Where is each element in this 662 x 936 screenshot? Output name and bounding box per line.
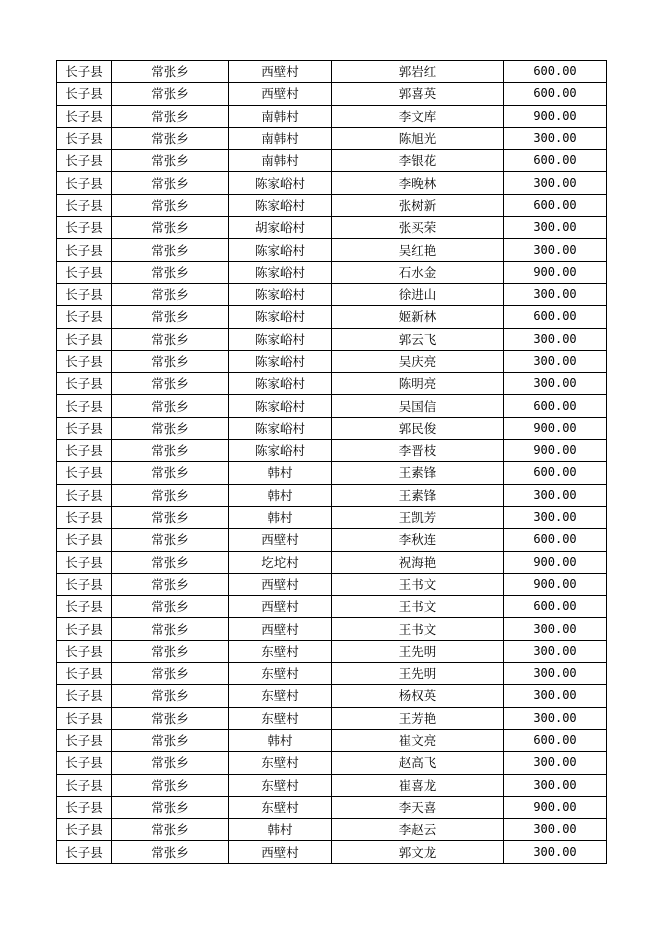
name-cell: 吴庆亮	[332, 350, 504, 372]
subsidy-table	[56, 60, 607, 864]
township-cell: 常张乡	[112, 105, 229, 127]
amount-cell: 300.00	[504, 217, 607, 239]
township-cell: 常张乡	[112, 774, 229, 796]
village-cell: 陈家峪村	[229, 239, 332, 261]
name-cell: 张买荣	[332, 217, 504, 239]
amount-cell: 300.00	[504, 328, 607, 350]
township-cell: 常张乡	[112, 283, 229, 305]
table-row	[57, 640, 607, 662]
township-cell: 常张乡	[112, 261, 229, 283]
village-cell: 陈家峪村	[229, 172, 332, 194]
name-cell: 陈明亮	[332, 373, 504, 395]
table-row	[57, 127, 607, 149]
county-cell: 长子县	[57, 707, 112, 729]
village-cell: 韩村	[229, 506, 332, 528]
village-cell: 东壁村	[229, 663, 332, 685]
table-row	[57, 395, 607, 417]
amount-cell: 600.00	[504, 462, 607, 484]
amount-cell: 300.00	[504, 373, 607, 395]
amount-cell: 300.00	[504, 685, 607, 707]
village-cell: 陈家峪村	[229, 306, 332, 328]
village-cell: 韩村	[229, 484, 332, 506]
name-cell: 徐进山	[332, 283, 504, 305]
county-cell: 长子县	[57, 61, 112, 83]
village-cell: 东壁村	[229, 752, 332, 774]
table-row	[57, 529, 607, 551]
amount-cell: 900.00	[504, 105, 607, 127]
table-row	[57, 796, 607, 818]
table-row	[57, 150, 607, 172]
county-cell: 长子县	[57, 194, 112, 216]
village-cell: 陈家峪村	[229, 283, 332, 305]
amount-cell: 300.00	[504, 819, 607, 841]
township-cell: 常张乡	[112, 663, 229, 685]
amount-cell: 300.00	[504, 774, 607, 796]
name-cell: 祝海艳	[332, 551, 504, 573]
township-cell: 常张乡	[112, 150, 229, 172]
name-cell: 李晋枝	[332, 440, 504, 462]
table-row	[57, 350, 607, 372]
amount-cell: 600.00	[504, 194, 607, 216]
county-cell: 长子县	[57, 774, 112, 796]
township-cell: 常张乡	[112, 61, 229, 83]
name-cell: 吴国信	[332, 395, 504, 417]
township-cell: 常张乡	[112, 573, 229, 595]
name-cell: 王凯芳	[332, 506, 504, 528]
county-cell: 长子县	[57, 239, 112, 261]
village-cell: 陈家峪村	[229, 373, 332, 395]
township-cell: 常张乡	[112, 462, 229, 484]
name-cell: 王先明	[332, 663, 504, 685]
table-row	[57, 841, 607, 863]
amount-cell: 300.00	[504, 618, 607, 640]
county-cell: 长子县	[57, 373, 112, 395]
table-row	[57, 172, 607, 194]
village-cell: 陈家峪村	[229, 328, 332, 350]
township-cell: 常张乡	[112, 596, 229, 618]
county-cell: 长子县	[57, 663, 112, 685]
township-cell: 常张乡	[112, 83, 229, 105]
name-cell: 吴红艳	[332, 239, 504, 261]
table-row	[57, 596, 607, 618]
amount-cell: 300.00	[504, 239, 607, 261]
county-cell: 长子县	[57, 306, 112, 328]
township-cell: 常张乡	[112, 417, 229, 439]
township-cell: 常张乡	[112, 752, 229, 774]
name-cell: 李文库	[332, 105, 504, 127]
township-cell: 常张乡	[112, 373, 229, 395]
amount-cell: 300.00	[504, 841, 607, 863]
village-cell: 陈家峪村	[229, 417, 332, 439]
county-cell: 长子县	[57, 417, 112, 439]
table-row	[57, 83, 607, 105]
name-cell: 郭民俊	[332, 417, 504, 439]
amount-cell: 900.00	[504, 573, 607, 595]
county-cell: 长子县	[57, 529, 112, 551]
name-cell: 王书文	[332, 596, 504, 618]
township-cell: 常张乡	[112, 217, 229, 239]
table-row	[57, 306, 607, 328]
amount-cell: 300.00	[504, 752, 607, 774]
township-cell: 常张乡	[112, 239, 229, 261]
amount-cell: 600.00	[504, 395, 607, 417]
name-cell: 李赵云	[332, 819, 504, 841]
county-cell: 长子县	[57, 440, 112, 462]
name-cell: 王素锋	[332, 484, 504, 506]
name-cell: 王素锋	[332, 462, 504, 484]
village-cell: 东壁村	[229, 640, 332, 662]
village-cell: 西壁村	[229, 841, 332, 863]
amount-cell: 600.00	[504, 150, 607, 172]
name-cell: 王书文	[332, 573, 504, 595]
village-cell: 西壁村	[229, 573, 332, 595]
table-row	[57, 217, 607, 239]
name-cell: 赵高飞	[332, 752, 504, 774]
table-row	[57, 663, 607, 685]
village-cell: 南韩村	[229, 127, 332, 149]
county-cell: 长子县	[57, 484, 112, 506]
table-row	[57, 283, 607, 305]
village-cell: 韩村	[229, 729, 332, 751]
village-cell: 韩村	[229, 462, 332, 484]
county-cell: 长子县	[57, 596, 112, 618]
village-cell: 韩村	[229, 819, 332, 841]
table-row	[57, 417, 607, 439]
name-cell: 王书文	[332, 618, 504, 640]
township-cell: 常张乡	[112, 172, 229, 194]
village-cell: 西壁村	[229, 596, 332, 618]
county-cell: 长子县	[57, 328, 112, 350]
township-cell: 常张乡	[112, 194, 229, 216]
township-cell: 常张乡	[112, 440, 229, 462]
village-cell: 西壁村	[229, 83, 332, 105]
township-cell: 常张乡	[112, 819, 229, 841]
amount-cell: 900.00	[504, 261, 607, 283]
amount-cell: 600.00	[504, 529, 607, 551]
name-cell: 崔文亮	[332, 729, 504, 751]
amount-cell: 900.00	[504, 440, 607, 462]
county-cell: 长子县	[57, 796, 112, 818]
township-cell: 常张乡	[112, 306, 229, 328]
county-cell: 长子县	[57, 819, 112, 841]
table-row	[57, 774, 607, 796]
county-cell: 长子县	[57, 462, 112, 484]
township-cell: 常张乡	[112, 506, 229, 528]
table-body	[57, 61, 607, 864]
name-cell: 陈旭光	[332, 127, 504, 149]
county-cell: 长子县	[57, 618, 112, 640]
county-cell: 长子县	[57, 127, 112, 149]
amount-cell: 900.00	[504, 551, 607, 573]
village-cell: 陈家峪村	[229, 350, 332, 372]
county-cell: 长子县	[57, 752, 112, 774]
county-cell: 长子县	[57, 172, 112, 194]
amount-cell: 300.00	[504, 127, 607, 149]
county-cell: 长子县	[57, 283, 112, 305]
table-row	[57, 105, 607, 127]
township-cell: 常张乡	[112, 529, 229, 551]
table-row	[57, 239, 607, 261]
amount-cell: 600.00	[504, 83, 607, 105]
table-row	[57, 194, 607, 216]
table-row	[57, 618, 607, 640]
name-cell: 李秋连	[332, 529, 504, 551]
county-cell: 长子县	[57, 640, 112, 662]
township-cell: 常张乡	[112, 640, 229, 662]
county-cell: 长子县	[57, 841, 112, 863]
village-cell: 圪坨村	[229, 551, 332, 573]
amount-cell: 300.00	[504, 663, 607, 685]
township-cell: 常张乡	[112, 328, 229, 350]
village-cell: 西壁村	[229, 618, 332, 640]
amount-cell: 300.00	[504, 707, 607, 729]
village-cell: 东壁村	[229, 796, 332, 818]
amount-cell: 300.00	[504, 350, 607, 372]
name-cell: 郭文龙	[332, 841, 504, 863]
name-cell: 郭岩红	[332, 61, 504, 83]
table-row	[57, 573, 607, 595]
village-cell: 胡家峪村	[229, 217, 332, 239]
county-cell: 长子县	[57, 261, 112, 283]
table-row	[57, 819, 607, 841]
township-cell: 常张乡	[112, 551, 229, 573]
name-cell: 崔喜龙	[332, 774, 504, 796]
county-cell: 长子县	[57, 551, 112, 573]
village-cell: 陈家峪村	[229, 261, 332, 283]
amount-cell: 900.00	[504, 796, 607, 818]
table-row	[57, 373, 607, 395]
table-row	[57, 462, 607, 484]
county-cell: 长子县	[57, 105, 112, 127]
village-cell: 南韩村	[229, 105, 332, 127]
county-cell: 长子县	[57, 685, 112, 707]
county-cell: 长子县	[57, 573, 112, 595]
amount-cell: 300.00	[504, 172, 607, 194]
name-cell: 杨权英	[332, 685, 504, 707]
village-cell: 西壁村	[229, 61, 332, 83]
village-cell: 东壁村	[229, 707, 332, 729]
township-cell: 常张乡	[112, 350, 229, 372]
township-cell: 常张乡	[112, 841, 229, 863]
amount-cell: 300.00	[504, 640, 607, 662]
table-row	[57, 752, 607, 774]
table-row	[57, 685, 607, 707]
name-cell: 王芳艳	[332, 707, 504, 729]
county-cell: 长子县	[57, 729, 112, 751]
name-cell: 石水金	[332, 261, 504, 283]
amount-cell: 600.00	[504, 61, 607, 83]
table-row	[57, 729, 607, 751]
township-cell: 常张乡	[112, 685, 229, 707]
name-cell: 郭云飞	[332, 328, 504, 350]
village-cell: 陈家峪村	[229, 440, 332, 462]
table-row	[57, 707, 607, 729]
village-cell: 南韩村	[229, 150, 332, 172]
township-cell: 常张乡	[112, 395, 229, 417]
table-row	[57, 261, 607, 283]
name-cell: 李晚林	[332, 172, 504, 194]
county-cell: 长子县	[57, 217, 112, 239]
village-cell: 西壁村	[229, 529, 332, 551]
township-cell: 常张乡	[112, 618, 229, 640]
name-cell: 李银花	[332, 150, 504, 172]
table-row	[57, 551, 607, 573]
county-cell: 长子县	[57, 506, 112, 528]
county-cell: 长子县	[57, 150, 112, 172]
name-cell: 李天喜	[332, 796, 504, 818]
township-cell: 常张乡	[112, 707, 229, 729]
village-cell: 东壁村	[229, 685, 332, 707]
amount-cell: 300.00	[504, 484, 607, 506]
township-cell: 常张乡	[112, 127, 229, 149]
county-cell: 长子县	[57, 83, 112, 105]
village-cell: 陈家峪村	[229, 395, 332, 417]
amount-cell: 600.00	[504, 729, 607, 751]
table-row	[57, 328, 607, 350]
table-row	[57, 61, 607, 83]
amount-cell: 600.00	[504, 306, 607, 328]
township-cell: 常张乡	[112, 484, 229, 506]
table-row	[57, 506, 607, 528]
name-cell: 张树新	[332, 194, 504, 216]
village-cell: 陈家峪村	[229, 194, 332, 216]
county-cell: 长子县	[57, 395, 112, 417]
amount-cell: 900.00	[504, 417, 607, 439]
amount-cell: 300.00	[504, 506, 607, 528]
name-cell: 郭喜英	[332, 83, 504, 105]
township-cell: 常张乡	[112, 796, 229, 818]
name-cell: 王先明	[332, 640, 504, 662]
table-row	[57, 440, 607, 462]
amount-cell: 300.00	[504, 283, 607, 305]
table-row	[57, 484, 607, 506]
name-cell: 姬新林	[332, 306, 504, 328]
village-cell: 东壁村	[229, 774, 332, 796]
township-cell: 常张乡	[112, 729, 229, 751]
county-cell: 长子县	[57, 350, 112, 372]
amount-cell: 600.00	[504, 596, 607, 618]
